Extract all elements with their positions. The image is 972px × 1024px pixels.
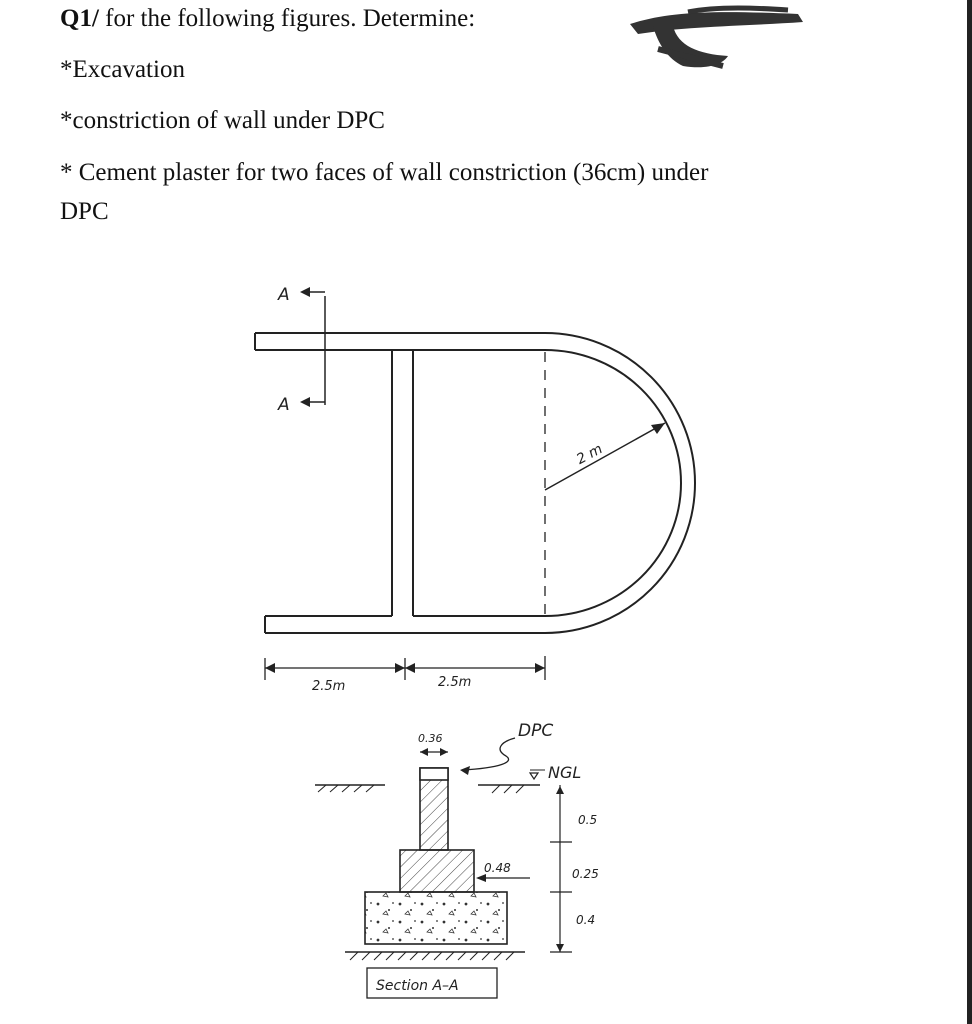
question-number: Q1/ xyxy=(60,5,99,32)
section-mark-bottom: A xyxy=(278,395,290,415)
wall-width-label: 0.36 xyxy=(418,732,443,745)
depth-2-label: 0.25 xyxy=(572,867,599,881)
question-item-excavation: *Excavation xyxy=(60,56,185,83)
radius-label: 2 m xyxy=(573,441,606,468)
question-item-cement-plaster-cont: DPC xyxy=(60,198,109,225)
radius-arrow xyxy=(545,423,665,490)
footing-width-label: 0.48 xyxy=(484,861,511,875)
question-title-text: for the following figures. Determine: xyxy=(98,5,476,32)
section-mark-top: A xyxy=(278,285,290,305)
depth-3-label: 0.4 xyxy=(576,913,596,927)
section-caption: Section A–A xyxy=(376,978,459,994)
plan-arc-inner xyxy=(255,350,681,616)
dim-right-label: 2.5m xyxy=(438,675,472,690)
section-footing-step xyxy=(400,850,474,892)
question-item-wall-construction: *constriction of wall under DPC xyxy=(60,107,385,134)
ngl-label: NGL xyxy=(548,763,582,782)
dim-left-label: 2.5m xyxy=(312,679,346,694)
section-concrete-base xyxy=(365,892,507,944)
dpc-label: DPC xyxy=(518,721,554,741)
question-item-cement-plaster: * Cement plaster for two faces of wall constriction (36cm) under xyxy=(60,159,709,186)
plan-view xyxy=(255,287,695,680)
depth-1-label: 0.5 xyxy=(578,813,598,827)
section-view xyxy=(315,738,572,998)
